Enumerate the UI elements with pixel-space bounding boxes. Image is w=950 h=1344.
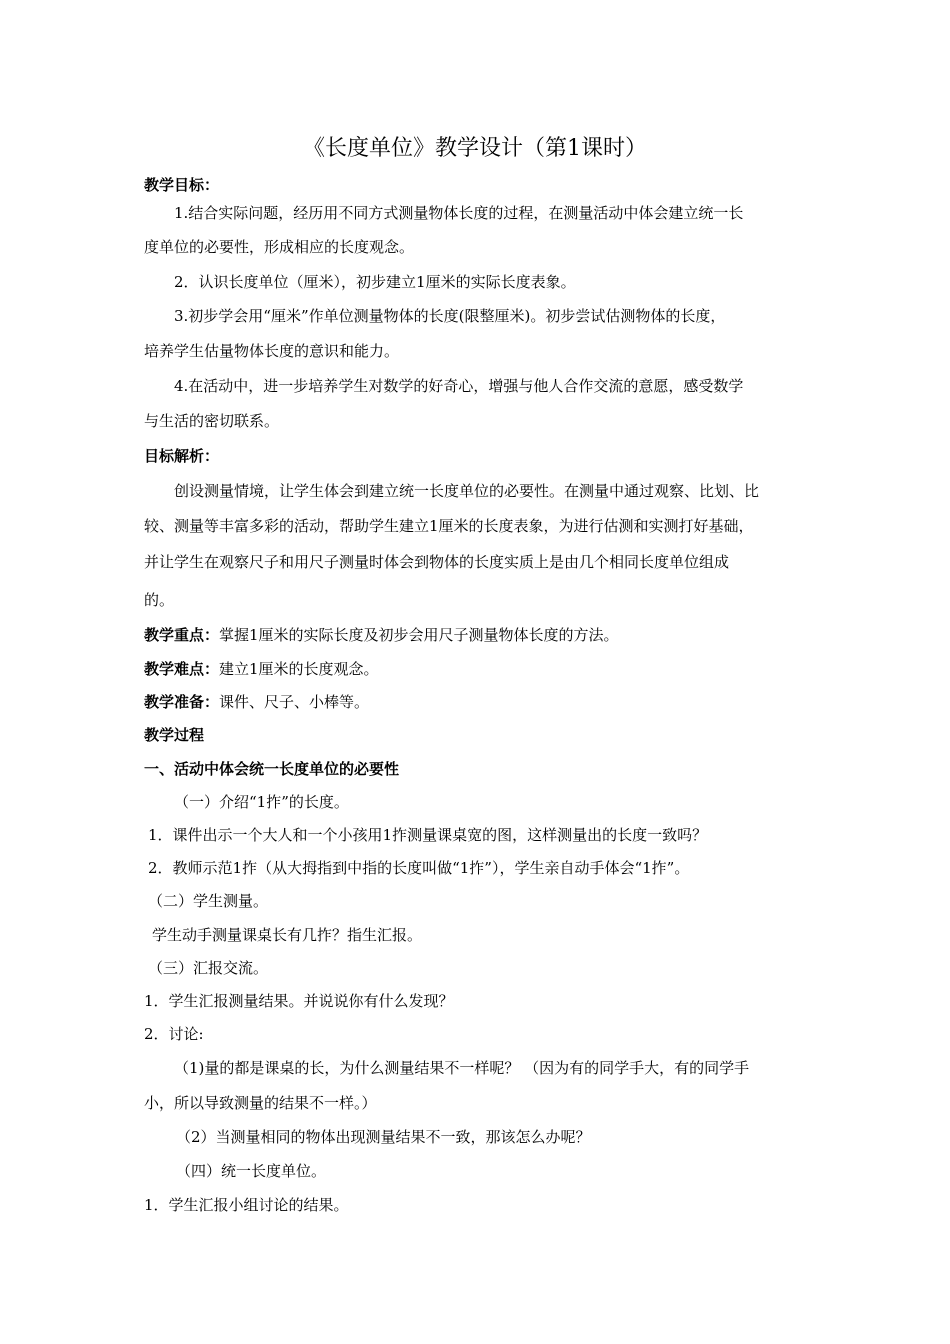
subsection-3: （三）汇报交流。 <box>148 959 269 977</box>
subsection-4-item-1: 1．学生汇报小组讨论的结果。 <box>144 1196 349 1214</box>
section-1-heading: 一、活动中体会统一长度单位的必要性 <box>144 760 400 778</box>
analysis-line-4: 的。 <box>144 591 175 609</box>
goal-4-line-2: 与生活的密切联系。 <box>144 412 280 430</box>
subsection-3-item-2: 2．讨论: <box>144 1025 204 1043</box>
subsection-2: （二）学生测量。 <box>148 892 269 910</box>
key-point: 教学重点：掌握1厘米的实际长度及初步会用尺子测量物体长度的方法。 <box>144 626 619 644</box>
subsection-3-item-1: 1．学生汇报测量结果。并说说你有什么发现？ <box>144 992 454 1010</box>
analysis-line-2: 较、测量等丰富多彩的活动，帮助学生建立1厘米的长度表象，为进行估测和实测打好基础， <box>144 517 754 535</box>
analysis-line-3: 并让学生在观察尺子和用尺子测量时体会到物体的长度实质上是由几个相同长度单位组成 <box>144 553 730 571</box>
process-heading: 教学过程 <box>144 726 205 744</box>
analysis-line-1: 创设测量情境，让学生体会到建立统一长度单位的必要性。在测量中通过观察、比划、比 <box>174 482 760 500</box>
subsection-1-item-1: 1．课件出示一个大人和一个小孩用1拃测量课桌宽的图，这样测量出的长度一致吗？ <box>148 826 708 844</box>
goals-heading: 教学目标： <box>144 176 220 194</box>
subsection-2-text: 学生动手测量课桌长有几拃？指生汇报。 <box>152 926 423 944</box>
goal-3-line-2: 培养学生估量物体长度的意识和能力。 <box>144 342 400 360</box>
goal-3-line-1: 3.初步学会用“厘米”作单位测量物体的长度(限整厘米)。初步尝试估测物体的长度， <box>174 307 726 325</box>
discussion-1-line-2: 小，所以导致测量的结果不一样。） <box>144 1094 377 1112</box>
goal-4-line-1: 4.在活动中，进一步培养学生对数学的好奇心，增强与他人合作交流的意愿，感受数学 <box>174 377 744 395</box>
subsection-1: （一）介绍“1拃”的长度。 <box>174 793 349 811</box>
goal-2: 2．认识长度单位（厘米），初步建立1厘米的实际长度表象。 <box>174 273 576 291</box>
subsection-4: （四）统一长度单位。 <box>176 1162 327 1180</box>
preparation: 教学准备：课件、尺子、小棒等。 <box>144 693 370 711</box>
discussion-1-line-1: （1)量的都是课桌的长，为什么测量结果不一样呢？ （因为有的同学手大，有的同学手 <box>174 1059 750 1077</box>
analysis-heading: 目标解析： <box>144 447 220 465</box>
goal-1-line-1: 1.结合实际问题，经历用不同方式测量物体长度的过程，在测量活动中体会建立统一长 <box>174 204 744 222</box>
goal-1-line-2: 度单位的必要性，形成相应的长度观念。 <box>144 238 415 256</box>
difficulty: 教学难点：建立1厘米的长度观念。 <box>144 660 379 678</box>
subsection-1-item-2: 2．教师示范1拃（从大拇指到中指的长度叫做“1拃”），学生亲自动手体会“1拃”。 <box>148 859 690 877</box>
discussion-2: （2）当测量相同的物体出现测量结果不一致，那该怎么办呢？ <box>176 1128 591 1146</box>
page-title: 《长度单位》教学设计（第1课时） <box>303 136 647 161</box>
